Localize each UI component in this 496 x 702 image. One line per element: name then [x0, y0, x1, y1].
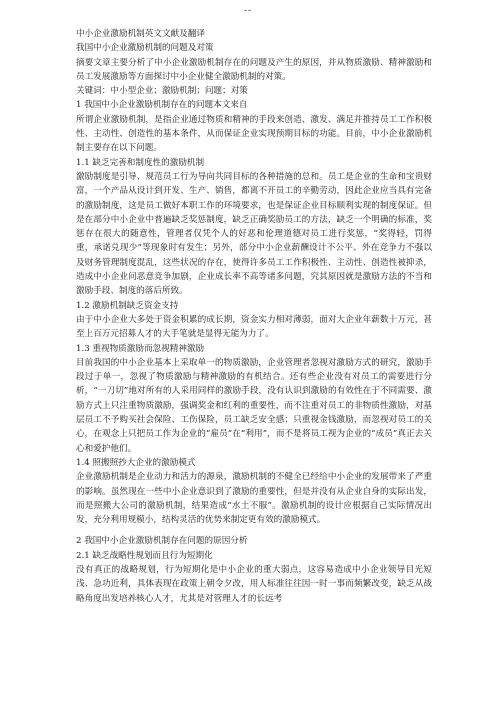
page-header-mark: -- — [243, 6, 253, 16]
section-2-1-heading: 2.1 缺乏战略性规划而且行为短期化 — [76, 550, 213, 561]
document-body — [76, 27, 432, 606]
document-title: 中小企业激励机制英文文献及翻译 — [76, 29, 205, 39]
section-1-3-heading: 1.3 重视物质激励而忽视精神激励 — [76, 343, 205, 354]
section-gap — [76, 527, 432, 534]
section-2-heading: 2 我国中小企业激励机制存在问题的原因分析 — [76, 536, 248, 547]
section-1-4-heading: 1.4 照搬照抄大企业的激励模式 — [76, 457, 196, 468]
section-1-intro: 所谓企业激励机制，是指企业通过物质和精神的手段来创造、激发、满足并推持员工工作积极性、主动性、创造性的基本条件，从而保证企业实现预期目标的功能。目前，中小企业激励机制主要存在以下问题。 — [76, 114, 432, 154]
keywords: 关键词：中小型企业；激励机制；问题；对策 — [76, 86, 248, 97]
section-2-1-body: 没有真正的战略规划，行为短期化是中小企业的重大弱点，这容易造成中小企业领导目光短浅、急功近利，具体表现在政策上朝令夕改，用人标准往往因一时一事而频繁改变，缺乏从战略角度出发培养核心人才，尤其是对管理人才的长远考 — [76, 564, 432, 604]
document-subtitle: 我国中小企业激励机制的问题及对策 — [76, 43, 214, 54]
section-1-1-heading: 1.1 缺乏完善和制度性的激励机制 — [76, 157, 205, 168]
section-1-3-body: 目前我国的中小企业基本上采取单一的物质激励，企业管理者忽视对激励方式的研究，激励手段过于单一，忽视了物质激励与精神激励的有机结合。还有些企业没有对员工的需要进行分析，“一刀切”地对所有的人采用同样的激励手段，没有认识到激励的有效性在于不同需要、激励方式上只注重物质激励，强调奖金和红利的重要性，而不注重对员工的非物质性激励，对基层员工不予购买社会保险、工伤保险，员工缺乏安全感；只重视金钱激励，而忽视对员工的关心，在观念上只把员工作为企业的“雇员”在“利用”，而不是将员工视为企业的“成员”真正去关心和爱护他们。 — [76, 357, 432, 454]
section-1-2-body: 由于中小企业大多处于资金积累的成长期，资金实力相对薄弱，面对大企业年薪数十万元，甚至上百万元招募人才的大手笔就是显得无能为力了。 — [76, 314, 432, 340]
section-1-heading: 1 我国中小企业激励机制存在的问题本文来自 — [76, 100, 248, 111]
section-1-1-body: 激励制度是引导、规范员工行为导向共同目标的各种措施的总和。员工是企业的生命和宝贵财富，一个产品从设计到开发、生产、销售，都离不开员工的辛勤劳动，因此企业应当具有完备的激励制度，这是员工做好本职工作的环境要求，也是保证企业目标顺利实现的制度保证。但是在部分中小企业中普遍缺乏奖惩制度，缺乏正确奖励员工的方法，缺乏一个明确的标准，奖惩存在很大的随意性，管理者仅凭个人的好恶和伦理道德对员工进行奖惩，“奖得轻，罚得重，承诺兑现少”等现象时有发生；另外，部分中小企业薪酬设计不公平、外在竞争力不强以及财务管理制度混乱，这些状况的存在，使得许多员工工作积极性、主动性、创造性被抑杀，造成中小企业问恶意竞争加剧，企业成长率不高等诸多问题，究其原因就是激励方法的不当和激励手段、制度的落后所致。 — [76, 171, 432, 297]
section-1-2-heading: 1.2 激励机制缺乏资金支持 — [76, 300, 179, 311]
abstract: 摘要文章主要分析了中小企业激励机制存在的问题及产生的原因，并从物质激励、精神激励和员工发展激励等方面探讨中小企业健全激励机制的对策。 — [76, 57, 432, 82]
section-1-4-body: 企业激励机制是企业动力和活力的源泉，激励机制的不健全已经给中小企业的发展带来了严重的影响。虽然现在一些中小企业意识到了激励的重要性，但是并没有从企业自身的实际出发，而是照搬大公司的激励机制，结果造成“水土不服”。激励机制的设计应根据自己实际情况出发，充分利用规模小，结构灵活的优势来制定更有效的激励模式。 — [76, 472, 432, 526]
